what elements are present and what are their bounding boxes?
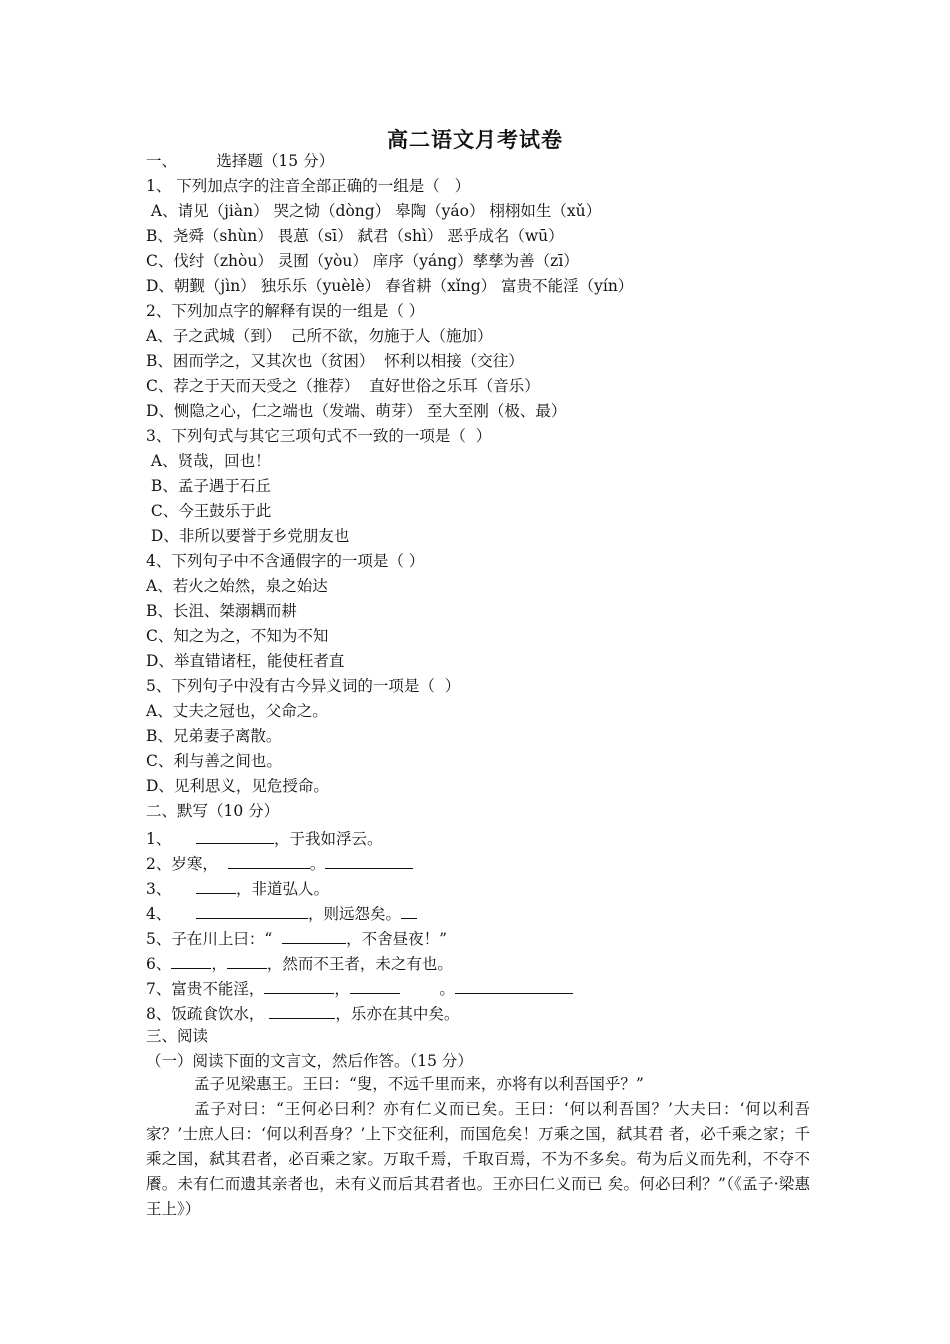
q2-option-a: A、子之武城（到） 己所不欲，勿施于人（施加） — [146, 327, 493, 345]
section-2-heading: 二、默写（10 分） — [146, 802, 280, 820]
dictation-item-5 — [146, 926, 447, 949]
item-number: 3、 — [146, 880, 172, 898]
q5-option-d: D、见利思义，见危授命。 — [146, 777, 329, 795]
q1-option-d: D、朝觐（jìn） 独乐乐（yuèlè） 春省耕（xǐng） 富贵不能淫（yín） — [146, 277, 634, 295]
dictation-item-3 — [146, 876, 329, 899]
item-text: 8、饭疏食饮水， — [146, 1005, 265, 1023]
answer-blank[interactable] — [269, 1001, 335, 1019]
answer-blank[interactable] — [455, 976, 573, 994]
dictation-item-1 — [146, 826, 383, 849]
dictation-item-2 — [146, 851, 413, 874]
q2-option-c: C、荐之于天而天受之（推荐） 直好世俗之乐耳（音乐） — [146, 377, 540, 395]
q1-option-b: B、尧舜（shùn） 畏葸（sī） 弑君（shì） 恶乎成名（wū） — [146, 227, 564, 245]
q4-stem: 4、下列句子中不含通假字的一项是（ ） — [146, 552, 425, 570]
q4-option-b: B、长沮、桀溺耦而耕 — [146, 602, 297, 620]
q3-option-b: B、孟子遇于石丘 — [146, 477, 271, 495]
answer-blank[interactable] — [350, 976, 400, 994]
answer-blank[interactable] — [227, 951, 267, 969]
answer-blank[interactable] — [401, 901, 417, 919]
item-text: ，乐亦在其中矣。 — [335, 1005, 460, 1023]
dictation-item-4 — [146, 901, 417, 924]
item-text: ，然而不王者，未之有也。 — [266, 955, 453, 973]
item-text: ，不舍昼夜！” — [346, 930, 448, 948]
reading-paragraph-1: 孟子见梁惠王。王曰：“叟，不远千里而来，亦将有以利吾国乎？” — [194, 1075, 644, 1093]
item-text: 5、子在川上曰：“ — [146, 930, 273, 948]
answer-blank[interactable] — [264, 976, 334, 994]
item-text: 7、富贵不能淫， — [146, 980, 265, 998]
item-text: ，非道弘人。 — [236, 880, 330, 898]
q5-option-b: B、兄弟妻子离散。 — [146, 727, 282, 745]
answer-blank[interactable] — [325, 851, 413, 869]
q2-stem: 2、下列加点字的解释有误的一组是（ ） — [146, 302, 425, 320]
q5-stem: 5、下列句子中没有古今异义词的一项是（ ） — [146, 677, 461, 695]
item-number: 4、 — [146, 905, 172, 923]
answer-blank[interactable] — [228, 851, 310, 869]
reading-paragraph-2: 孟子对曰：“王何必曰利？亦有仁义而已矣。王曰：‘何以利吾国？’大夫曰：‘何以利吾家？’士庶人曰：‘何以利吾身？’上下交征利，而国危矣！万乘之国，弑其君 者，必千乘之家；千乘之国，弑其君者，必百乘之家。万取千焉，千取百焉，不为不多矣。苟为后义而先利，不夺不餍。未有仁而遗其亲者也，未有义而后其君者也。王亦曰仁义而已 矣。何必曰利？”（《孟子·梁惠王上》） — [146, 1100, 811, 1218]
item-text: ， — [334, 980, 350, 998]
q1-stem: 1、 下列加点字的注音全部正确的一组是（ ） — [146, 177, 471, 195]
answer-blank[interactable] — [282, 926, 346, 944]
q4-option-d: D、举直错诸枉，能使枉者直 — [146, 652, 345, 670]
answer-blank[interactable] — [196, 901, 308, 919]
q4-option-a: A、若火之始然，泉之始达 — [146, 577, 328, 595]
q3-stem: 3、下列句式与其它三项句式不一致的一项是（ ） — [146, 427, 492, 445]
item-text: 。 — [309, 855, 326, 873]
dictation-item-7 — [146, 976, 573, 999]
q1-option-c: C、伐纣（zhòu） 灵囿（yòu） 庠序（yáng）孳孳为善（zī） — [146, 252, 579, 270]
dictation-item-6 — [146, 951, 453, 974]
section-1-heading: 一、 选择题（15 分） — [146, 152, 335, 170]
q4-option-c: C、知之为之，不知为不知 — [146, 627, 329, 645]
item-text: 。 — [439, 980, 455, 998]
section-3-heading: 三、阅读 — [146, 1027, 209, 1045]
item-text: ，则远怨矣。 — [308, 905, 402, 923]
q2-option-d: D、恻隐之心，仁之端也（发端、萌芽） 至大至刚（极、最） — [146, 402, 567, 420]
dictation-item-8 — [146, 1001, 459, 1024]
answer-blank[interactable] — [196, 826, 274, 844]
answer-blank[interactable] — [196, 876, 236, 894]
q3-option-c: C、今王鼓乐于此 — [146, 502, 272, 520]
page-title: 高二语文月考试卷 — [387, 127, 563, 152]
reading-subheading: （一）阅读下面的文言文，然后作答。（15 分） — [146, 1052, 473, 1070]
q5-option-c: C、利与善之间也。 — [146, 752, 282, 770]
item-number: 1、 — [146, 830, 172, 848]
q3-option-a: A、贤哉，回也！ — [146, 452, 271, 470]
item-text: 2、岁寒， — [146, 855, 218, 873]
item-text: ，于我如浮云。 — [274, 830, 383, 848]
q2-option-b: B、困而学之，又其次也（贫困） 怀利以相接（交往） — [146, 352, 524, 370]
item-number: 6、 — [146, 955, 172, 973]
answer-blank[interactable] — [171, 951, 211, 969]
q1-option-a: A、请见（jiàn） 哭之恸（dòng） 皋陶（yáo） 栩栩如生（xǔ） — [146, 202, 602, 220]
item-text: ， — [211, 955, 227, 973]
q3-option-d: D、非所以要誉于乡党朋友也 — [146, 527, 350, 545]
q5-option-a: A、丈夫之冠也，父命之。 — [146, 702, 328, 720]
